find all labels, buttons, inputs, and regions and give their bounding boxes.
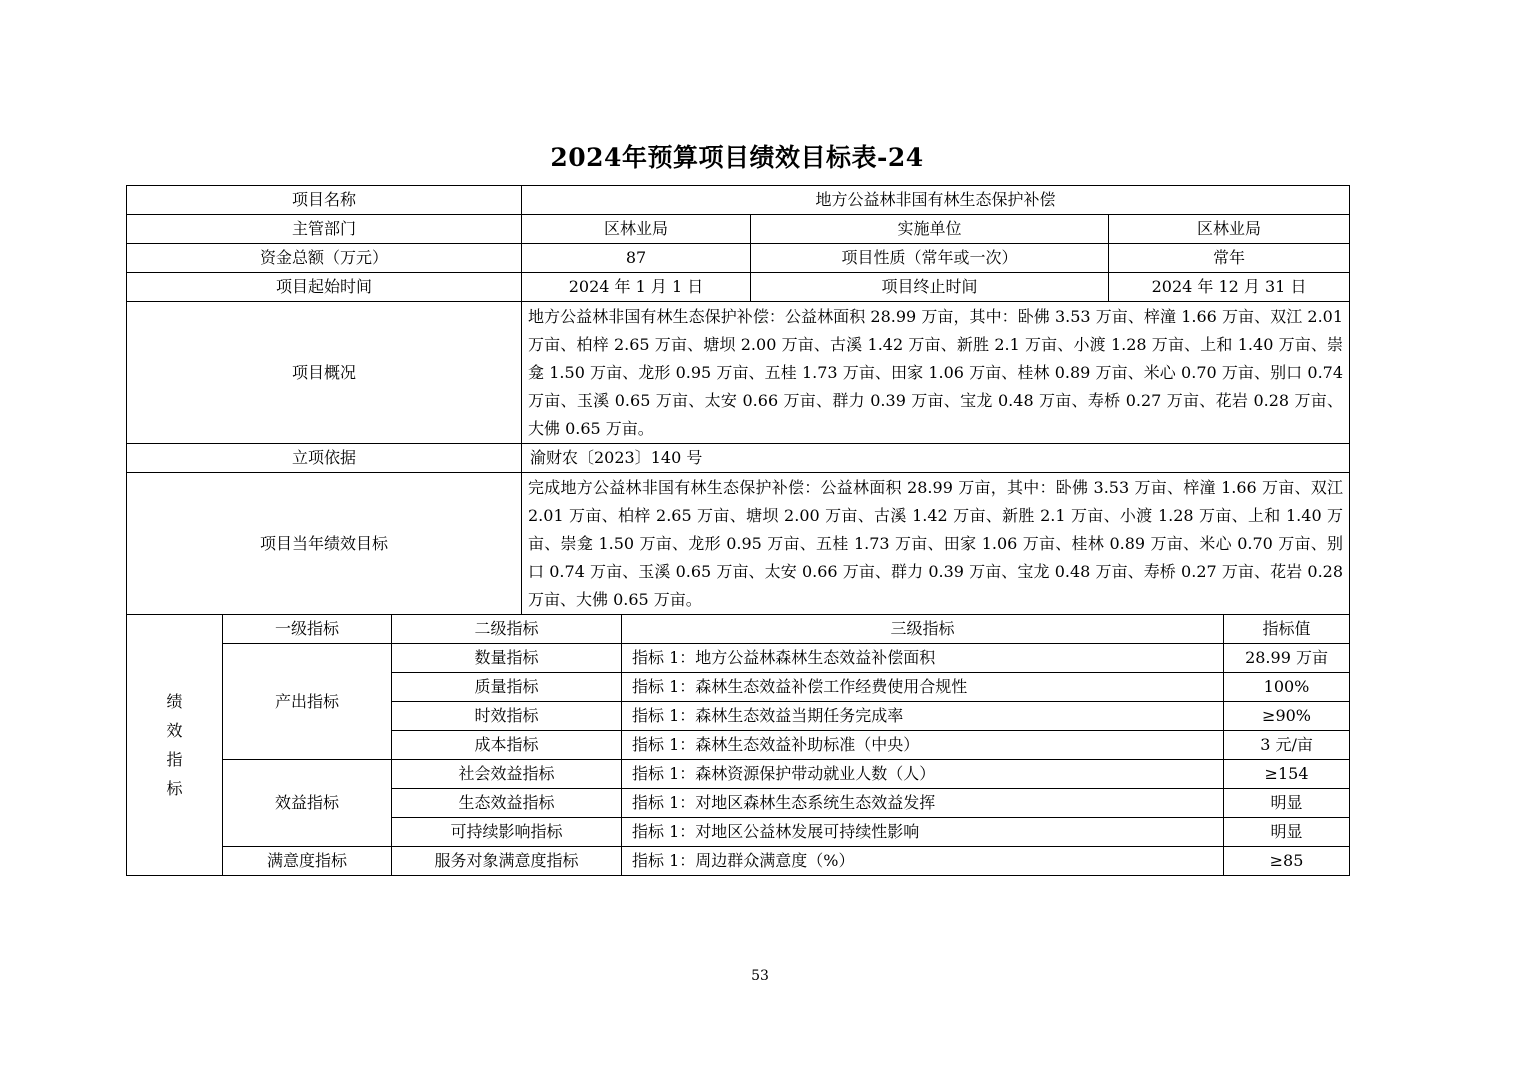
overview-text: 地方公益林非国有林生态保护补偿：公益林面积 28.99 万亩，其中：卧佛 3.53 万亩、梓潼 1.66 万亩、双江 2.01 万亩、柏梓 2.65 万亩、塘坝 2.00 万亩、古溪 1.42 万亩、新胜 2.1 万亩、小渡 1.28 万亩、上和 1.40 万亩、崇龛 1.50 万亩、龙形 0.95 万亩、五桂 1.73 万亩、田家 1.06 万亩、桂林 0.89 万亩、米心 0.70 万亩、别口 0.74 万亩、玉溪 0.65 万亩、太安 0.66 万亩、群力 0.39 万亩、宝龙 0.48 万亩、寿桥 0.27 万亩、花岩 0.28 万亩、大佛 0.65 万亩。 bbox=[522, 302, 1350, 444]
level3-cell: 指标 1：森林生态效益补助标准（中央） bbox=[622, 731, 1224, 760]
start-label: 项目起始时间 bbox=[127, 273, 522, 302]
level3-cell: 指标 1：对地区公益林发展可持续性影响 bbox=[622, 818, 1224, 847]
level2-cell: 成本指标 bbox=[392, 731, 622, 760]
level3-cell: 指标 1：对地区森林生态系统生态效益发挥 bbox=[622, 789, 1224, 818]
basis-value: 渝财农〔2023〕140 号 bbox=[522, 444, 1350, 473]
basis-label: 立项依据 bbox=[127, 444, 522, 473]
header-level3: 三级指标 bbox=[622, 615, 1224, 644]
performance-table bbox=[126, 185, 1350, 876]
header-value: 指标值 bbox=[1224, 615, 1350, 644]
value-cell: 3 元/亩 bbox=[1224, 731, 1350, 760]
row-indicator-headers bbox=[127, 615, 1350, 644]
page-number: 53 bbox=[751, 968, 769, 984]
value-cell: 28.99 万亩 bbox=[1224, 644, 1350, 673]
page-title: 2024年预算项目绩效目标表-24 bbox=[550, 143, 924, 172]
value-cell: 明显 bbox=[1224, 789, 1350, 818]
header-level2: 二级指标 bbox=[392, 615, 622, 644]
row-basis bbox=[127, 444, 1350, 473]
value-cell: ≥154 bbox=[1224, 760, 1350, 789]
indicators-side-label: 绩 效 指 标 bbox=[127, 615, 223, 876]
project-name-label: 项目名称 bbox=[127, 186, 522, 215]
level2-cell: 社会效益指标 bbox=[392, 760, 622, 789]
goal-text: 完成地方公益林非国有林生态保护补偿：公益林面积 28.99 万亩，其中：卧佛 3.53 万亩、梓潼 1.66 万亩、双江 2.01 万亩、柏梓 2.65 万亩、塘坝 2.00 万亩、古溪 1.42 万亩、新胜 2.1 万亩、小渡 1.28 万亩、上和 1.40 万亩、崇龛 1.50 万亩、龙形 0.95 万亩、五桂 1.73 万亩、田家 1.06 万亩、桂林 0.89 万亩、米心 0.70 万亩、别口 0.74 万亩、玉溪 0.65 万亩、太安 0.66 万亩、群力 0.39 万亩、宝龙 0.48 万亩、寿桥 0.27 万亩、花岩 0.28 万亩、大佛 0.65 万亩。 bbox=[522, 473, 1350, 615]
dept-value: 区林业局 bbox=[522, 215, 751, 244]
end-value: 2024 年 12 月 31 日 bbox=[1109, 273, 1350, 302]
funds-value: 87 bbox=[522, 244, 751, 273]
row-department bbox=[127, 215, 1350, 244]
table-row bbox=[127, 644, 1350, 673]
level2-cell: 可持续影响指标 bbox=[392, 818, 622, 847]
level2-cell: 质量指标 bbox=[392, 673, 622, 702]
goal-label: 项目当年绩效目标 bbox=[127, 473, 522, 615]
value-cell: ≥90% bbox=[1224, 702, 1350, 731]
funds-label: 资金总额（万元） bbox=[127, 244, 522, 273]
level2-cell: 服务对象满意度指标 bbox=[392, 847, 622, 876]
overview-label: 项目概况 bbox=[127, 302, 522, 444]
level2-cell: 时效指标 bbox=[392, 702, 622, 731]
table-row bbox=[127, 847, 1350, 876]
level3-cell: 指标 1：森林资源保护带动就业人数（人） bbox=[622, 760, 1224, 789]
level3-cell: 指标 1：地方公益林森林生态效益补偿面积 bbox=[622, 644, 1224, 673]
table-row bbox=[127, 760, 1350, 789]
level2-cell: 生态效益指标 bbox=[392, 789, 622, 818]
level3-cell: 指标 1：周边群众满意度（%） bbox=[622, 847, 1224, 876]
impl-unit-label: 实施单位 bbox=[751, 215, 1109, 244]
nature-label: 项目性质（常年或一次） bbox=[751, 244, 1109, 273]
impl-unit-value: 区林业局 bbox=[1109, 215, 1350, 244]
level1-benefit: 效益指标 bbox=[223, 760, 392, 847]
start-value: 2024 年 1 月 1 日 bbox=[522, 273, 751, 302]
level1-satisfaction: 满意度指标 bbox=[223, 847, 392, 876]
row-goal bbox=[127, 473, 1350, 615]
value-cell: ≥85 bbox=[1224, 847, 1350, 876]
level3-cell: 指标 1：森林生态效益补偿工作经费使用合规性 bbox=[622, 673, 1224, 702]
row-funds bbox=[127, 244, 1350, 273]
row-project-name bbox=[127, 186, 1350, 215]
level2-cell: 数量指标 bbox=[392, 644, 622, 673]
dept-label: 主管部门 bbox=[127, 215, 522, 244]
value-cell: 明显 bbox=[1224, 818, 1350, 847]
level1-output: 产出指标 bbox=[223, 644, 392, 760]
level3-cell: 指标 1：森林生态效益当期任务完成率 bbox=[622, 702, 1224, 731]
value-cell: 100% bbox=[1224, 673, 1350, 702]
header-level1: 一级指标 bbox=[223, 615, 392, 644]
project-name-value: 地方公益林非国有林生态保护补偿 bbox=[522, 186, 1350, 215]
nature-value: 常年 bbox=[1109, 244, 1350, 273]
end-label: 项目终止时间 bbox=[751, 273, 1109, 302]
row-dates bbox=[127, 273, 1350, 302]
row-overview bbox=[127, 302, 1350, 444]
